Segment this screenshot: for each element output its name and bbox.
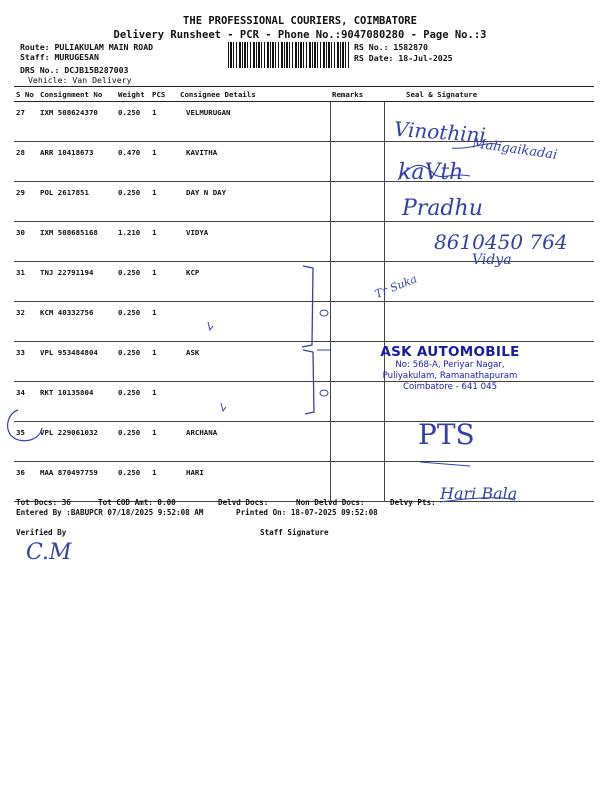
row-consignee: ARCHANA — [178, 422, 330, 462]
row-weight: 0.250 — [116, 102, 150, 142]
stamp-address-2: Puliyakulam, Ramanathapuram — [382, 371, 518, 381]
staff-label: Staff: MURUGESAN — [20, 52, 99, 62]
rs-date: RS Date: 18-Jul-2025 — [354, 53, 453, 63]
total-cod: Tot COD Amt: 0.00 — [98, 498, 176, 507]
row-sno: 34 — [14, 382, 38, 422]
row-sno: 32 — [14, 302, 38, 342]
stamp-name: ASK AUTOMOBILE — [380, 344, 520, 360]
row-sno: 29 — [14, 182, 38, 222]
row-pcs: 1 — [150, 102, 178, 142]
signature-kavitha: kaVth — [398, 160, 464, 185]
row-pcs: 1 — [150, 182, 178, 222]
stamp-address-3: Coimbatore - 641 045 — [402, 382, 498, 392]
signature-verified: C.M — [26, 540, 72, 565]
row-consignment: KCM 40332756 — [38, 302, 116, 342]
remarks-circle — [320, 310, 328, 316]
row-weight: 0.250 — [116, 422, 150, 462]
row-consignment: MAA 870497759 — [38, 462, 116, 502]
row-sno: 30 — [14, 222, 38, 262]
row-consignment: IXM 508685168 — [38, 222, 116, 262]
tick-mark-2 — [221, 403, 226, 411]
row-sno: 35 — [14, 422, 38, 462]
row-consignment: RKT 10135804 — [38, 382, 116, 422]
row-weight: 0.250 — [116, 342, 150, 382]
row-consignment: ARR 10418673 — [38, 142, 116, 182]
col-weight: Weight — [116, 87, 150, 102]
row-pcs: 1 — [150, 142, 178, 182]
signature-hari-bala: Hari Bala — [440, 484, 518, 503]
row-weight: 0.250 — [116, 382, 150, 422]
row-weight: 1.210 — [116, 222, 150, 262]
row-pcs: 1 — [150, 302, 178, 342]
signature-pradhu: Pradhu — [402, 196, 483, 221]
row-weight: 0.470 — [116, 142, 150, 182]
pts-underline — [420, 462, 470, 466]
company-stamp — [370, 344, 530, 393]
remarks-bracket-2 — [303, 350, 314, 414]
row-pcs: 1 — [150, 262, 178, 302]
col-seal: Seal & Signature — [384, 87, 594, 102]
row-sno: 33 — [14, 342, 38, 382]
non-delivered-docs: Non Delvd Docs: — [296, 498, 365, 507]
runsheet-subtitle: Delivery Runsheet - PCR - Phone No.:9047080280 - Page No.:3 — [113, 29, 487, 41]
col-consignee: Consignee Details — [178, 87, 330, 102]
handwritten-phone: 8610450 764 — [434, 230, 568, 254]
route-label: Route: PULIAKULAM MAIN ROAD — [20, 42, 154, 52]
delivered-docs: Delvd Docs: — [218, 498, 269, 507]
drs-label: DRS No.: DCJB15B287003 — [20, 65, 129, 75]
rs-number: RS No.: 1582870 — [354, 42, 428, 52]
row-consignee: VELMURUGAN — [178, 102, 330, 142]
row-pcs: 1 — [150, 422, 178, 462]
total-docs: Tot Docs: 36 — [16, 498, 71, 507]
row-pcs: 1 — [150, 462, 178, 502]
row-consignee: KCP — [178, 262, 330, 302]
row-consignment: POL 2617851 — [38, 182, 116, 222]
row-consignment: IXM 508624370 — [38, 102, 116, 142]
signature-kcp: Tr Suka — [373, 272, 419, 301]
staff-signature-label: Staff Signature — [260, 528, 329, 537]
stamp-address-1: No: 568-A, Periyar Nagar, — [395, 360, 505, 370]
row-pcs: 1 — [150, 222, 178, 262]
row-weight: 0.250 — [116, 182, 150, 222]
row-consignment: VPL 229061032 — [38, 422, 116, 462]
signature-vidya: Vidya — [472, 252, 512, 268]
row-consignee: ASK — [178, 342, 330, 382]
row-consignment: VPL 953484804 — [38, 342, 116, 382]
signature-maligaikadai: Maligaikadai — [471, 136, 559, 163]
delivery-points: Delvy Pts: — [390, 498, 436, 507]
row-consignee: VIDYA — [178, 222, 330, 262]
row-consignment: TNJ 22791194 — [38, 262, 116, 302]
row-pcs: 1 — [150, 382, 178, 422]
row-weight: 0.250 — [116, 302, 150, 342]
row-sno: 36 — [14, 462, 38, 502]
company-title: THE PROFESSIONAL COURIERS, COIMBATORE — [183, 15, 417, 27]
signature-pts: PTS — [418, 418, 475, 451]
row-35-circle — [8, 410, 42, 441]
row-consignee: HARI — [178, 462, 330, 502]
remarks-circle-2 — [320, 390, 328, 396]
row-pcs: 1 — [150, 342, 178, 382]
printed-on: Printed On: 18-07-2025 09:52:08 — [236, 508, 378, 517]
vehicle-label: Vehicle: Van Delivery — [28, 75, 132, 85]
row-weight: 0.250 — [116, 262, 150, 302]
col-remarks: Remarks — [330, 87, 384, 102]
col-sno: S No — [14, 87, 38, 102]
row-consignee: DAY N DAY — [178, 182, 330, 222]
col-consignment: Consignment No — [38, 87, 116, 102]
remarks-bracket — [302, 266, 313, 347]
entered-by: Entered By :BABUPCR 07/18/2025 9:52:08 AM — [16, 508, 204, 517]
signature-vinothini: Vinothini — [393, 116, 487, 148]
row-sno: 28 — [14, 142, 38, 182]
col-pcs: PCS — [150, 87, 178, 102]
tick-mark — [208, 322, 213, 330]
row-sno: 31 — [14, 262, 38, 302]
row-sno: 27 — [14, 102, 38, 142]
verified-by: Verified By — [16, 528, 67, 537]
row-consignee: KAVITHA — [178, 142, 330, 182]
row-weight: 0.250 — [116, 462, 150, 502]
